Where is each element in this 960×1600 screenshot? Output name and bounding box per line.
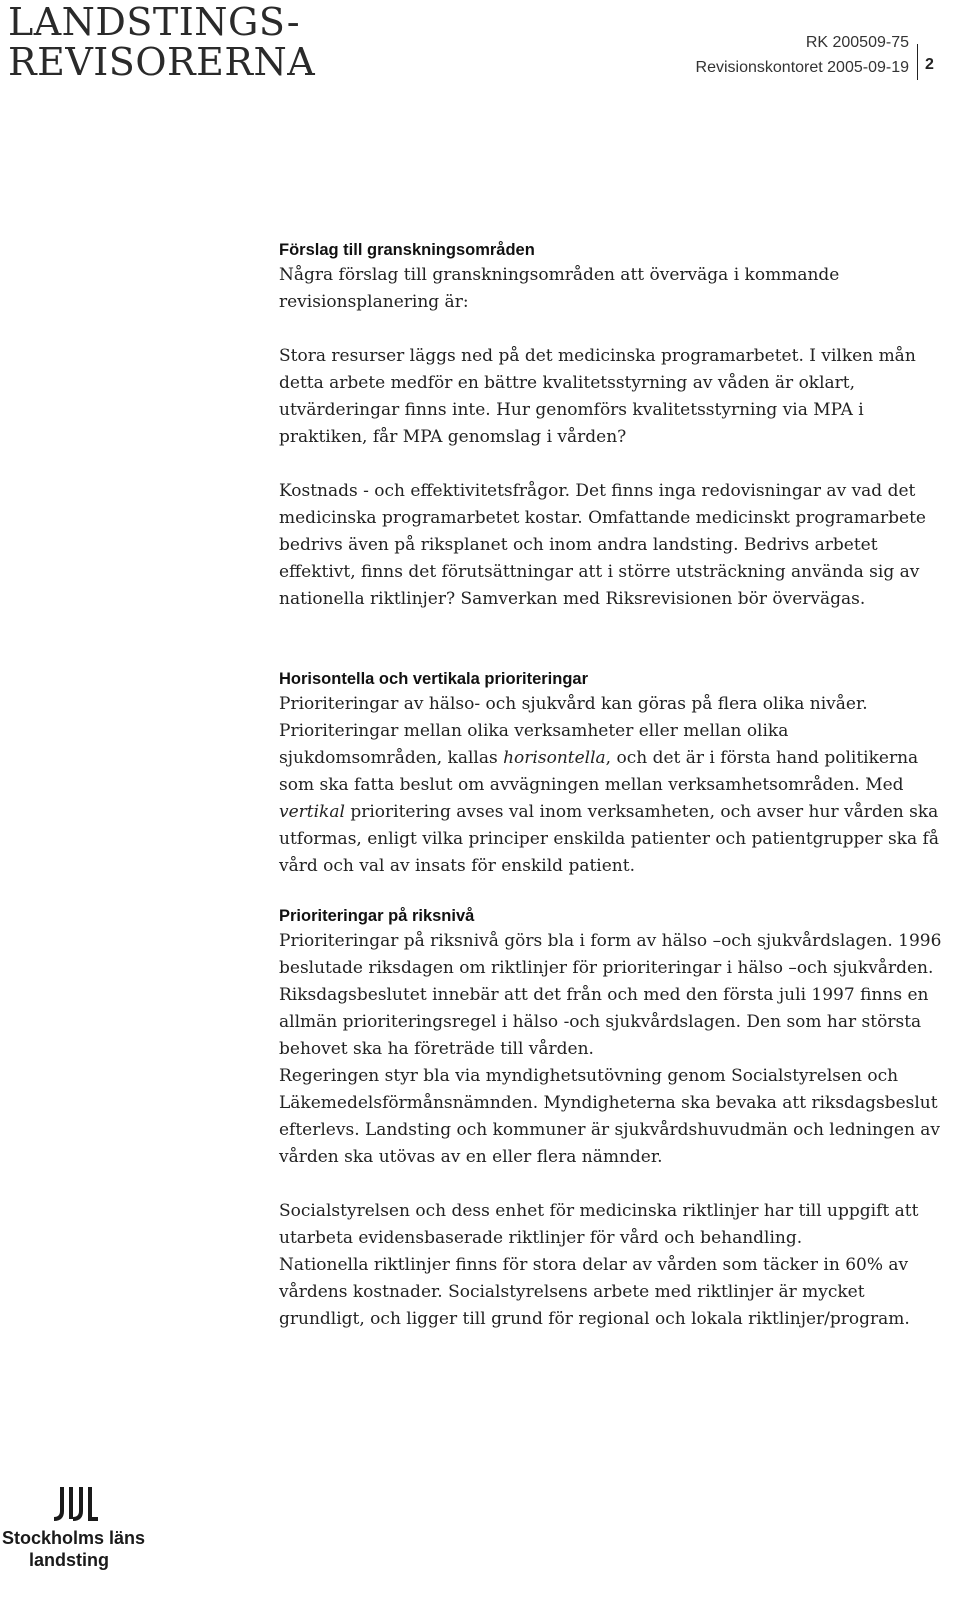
spacer (279, 1171, 949, 1198)
paragraph: Regeringen styr bla via myndighetsutövning genom Socialstyrelsen och Läkemedelsförmånsnämnden. Myndigheterna ska bevaka att riksdagsbeslut efterlevs. Landsting och kommuner är sjukvårdshuvudmän och ledningen av vården ska utövas av en eller flera nämnder. (279, 1066, 941, 1167)
document-reference: RK 200509-75 (805, 34, 909, 51)
document-body (279, 238, 949, 1333)
county-council-logo (0, 1485, 160, 1595)
section-national-priorities (279, 904, 949, 1333)
section-proposed-review-areas (279, 238, 949, 613)
section-heading: Förslag till granskningsområden (279, 241, 535, 259)
spacer (279, 451, 949, 478)
office-and-date: Revisionskontoret 2005-09-19 (695, 59, 909, 76)
county-council-logo-text (2, 1527, 145, 1571)
text-run: Prioriteringar av hälso- och sjukvård kan göras på flera olika nivåer. Prioriteringar mellan olika verksamheter eller mellan olika sjukdomsområden, kallas (279, 694, 868, 768)
spacer (279, 613, 949, 667)
paragraph: Nationella riktlinjer finns för stora delar av vården som täcker in 60% av vårdens kostnader. Socialstyrelsens arbete med riktlinjer är mycket grundligt, och ligger till grund för regional och lokala riktlinjer/program. (279, 1255, 910, 1329)
paragraph (279, 691, 949, 880)
spacer (279, 316, 949, 343)
page-number-divider (917, 44, 918, 80)
paragraph: Socialstyrelsen och dess enhet för medicinska riktlinjer har till uppgift att utarbeta evidensbaserade riktlinjer för vård och behandling. (279, 1201, 919, 1248)
text-run: prioritering avses val inom verksamheten, och avser hur vården ska utformas, enligt vilka principer enskilda patienter och patientgrupper ska få vård och val av insats för enskild patient. (279, 802, 939, 876)
section-heading: Horisontella och vertikala prioriteringar (279, 670, 589, 688)
paragraph: Några förslag till granskningsområden att överväga i kommande revisionsplanering är: (279, 265, 840, 312)
emphasis-vertical: vertikal (279, 802, 345, 822)
county-council-logo-mark-icon (52, 1485, 100, 1525)
organization-name-line2: REVISORERNA (8, 40, 316, 84)
paragraph: Stora resurser läggs ned på det medicinska programarbetet. I vilken mån detta arbete medför en bättre kvalitetsstyrning av våden är oklart, utvärderingar finns inte. Hur genomförs kvalitetsstyrning via MPA i praktiken, får MPA genomslag i vården? (279, 346, 916, 447)
logo-text-line1: Stockholms läns (2, 1528, 146, 1548)
logo-text-line2: landsting (29, 1550, 109, 1570)
text-run: , och det är i första hand politikerna som ska fatta beslut om avvägningen mellan verksamhetsområden. Med (279, 748, 919, 795)
page-number: 2 (925, 56, 934, 73)
organization-name (8, 2, 315, 82)
document-meta (696, 30, 909, 80)
spacer (279, 880, 949, 904)
paragraph: Prioriteringar på riksnivå görs bla i form av hälso –och sjukvårdslagen. 1996 beslutade riksdagen om riktlinjer för prioriteringar i hälso –och sjukvården. Riksdagsbeslutet innebär att det från och med den första juli 1997 finns en allmän prioriteringsregel i hälso -och sjukvårdslagen. Den som har största behovet ska ha företräde till vården. (279, 931, 942, 1059)
emphasis-horizontal: horisontella (503, 748, 606, 768)
section-horizontal-vertical-priorities (279, 667, 949, 880)
section-heading: Prioriteringar på riksnivå (279, 907, 475, 925)
paragraph: Kostnads - och effektivitetsfrågor. Det finns inga redovisningar av vad det medicinska programarbetet kostar. Omfattande medicinskt programarbete bedrivs även på riksplanet och inom andra landsting. Bedrivs arbetet effektivt, finns det förutsättningar att i större utsträckning använda sig av nationella riktlinjer? Samverkan med Riksrevisionen bör övervägas. (279, 481, 926, 609)
organization-name-line1: LANDSTINGS- (8, 0, 301, 44)
